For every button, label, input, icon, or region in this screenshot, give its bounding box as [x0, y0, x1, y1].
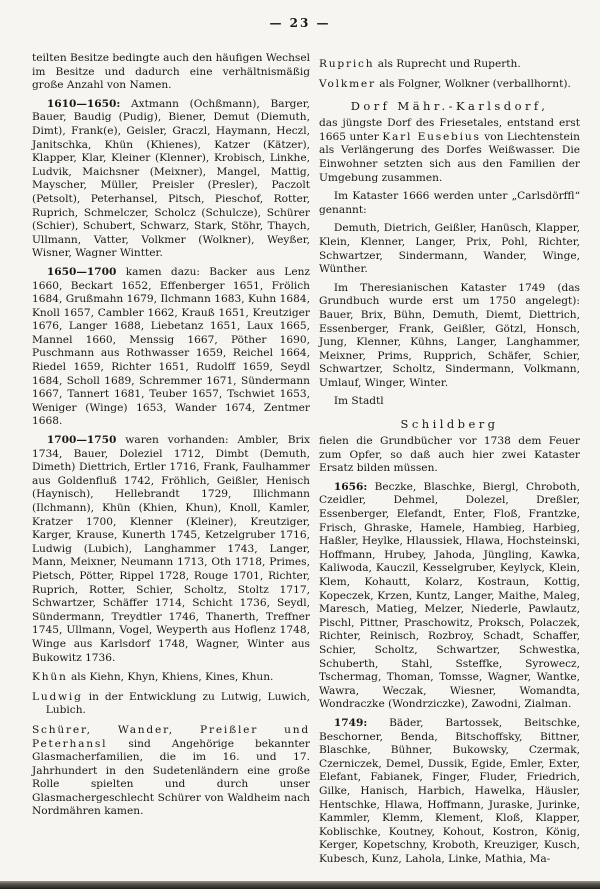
paragraph-names-1666: Demuth, Dietrich, Geißler, Hanüsch, Klapper, Klein, Klenner, Langer, Prix, Pohl, Richter, Schwartzer, Sindermann, Wander, Winge, Wünther. [319, 222, 580, 276]
period-label: 1610—1650: [46, 97, 121, 110]
entry-period-1700-1750 [32, 434, 310, 665]
name-note-ruprich [319, 58, 580, 72]
name-note-schuerer [32, 724, 310, 819]
name-note-text: als Folgner, Wolkner (verballhornt). [375, 77, 571, 90]
period-names: Beczke, Blaschke, Biergl, Chroboth, Czeidler, Dehmel, Dolezel, Dreßler, Essenberger, Elefandt, Enter, Floß, Frantzke, Frisch, Ghraske, Hamele, Hambieg, Harbieg, Haßler, Heylke, Hlaussiek, Hlawa, Hochsteinski, Hoffmann, Hrubey, Jahoda, Jüngling, Kawka, Kaliwoda, Kauczil, Kesselgruber, Keylyck, Klein, Klem, Kohautt, Kolarz, Kostraun, Kottig, Kopeczek, Krzen, Kuntz, Langer, Maithe, Maleg, Maresch, Matieg, Melzer, Niederle, Pawlautz, Pischl, Pittner, Praschowitz, Proksch, Polaczek, Richter, Reinisch, Rozbroy, Schadt, Schaffer, Schier, Scholtz, Schwartzer, Schwestka, Schuberth, Stahl, Ssteffke, Syrowecz, Tschermag, Thoman, Tomsse, Wagner, Wantke, Wawra, Weczak, Wiesner, Womandta, Wondraczke (Wondrziczke), Zawodni, Zialman. [319, 480, 580, 711]
name-note-headword: Khün [32, 671, 68, 684]
paragraph-karlsdorf [319, 117, 580, 185]
paragraph-intro: teilten Besitze bedingte auch den häufigen Wechsel im Besitze und dadurch eine verhältnismäßig große Anzahl von Namen. [32, 52, 311, 92]
period-label: 1650—1700 [46, 265, 117, 278]
name-note-ludwig [32, 691, 310, 718]
karlsdorf-text-after: von Liechtenstein als Verlängerung des Dorfes Weißwasser. Die Einwohner setzten sich aus den Familien der Umgebung zusammen. [319, 130, 580, 184]
name-note-headword: Ruprich [319, 58, 375, 70]
scan-bottom-edge [0, 881, 600, 889]
name-note-text: als Kiehn, Khyn, Khiens, Kines, Khun. [67, 671, 274, 684]
name-note-text: als Ruprecht und Ruperth. [374, 58, 521, 70]
person-name-karl-eusebius: Karl Eusebius [382, 130, 481, 143]
entry-period-1610-1650 [32, 98, 310, 261]
period-names: kamen dazu: Backer aus Lenz 1660, Beckart 1652, Effenberger 1651, Frölich 1684, Grußmahn 1679, Ilchmann 1683, Kuhn 1684, Knoll 1657, Cambler 1662, Krauß 1651, Kreutziger 1676, Langer 1688, Liebetanz 1651, Laux 1665, Mannel 1660, Menssig 1667, Pöther 1690, Puschmann aus Rothwasser 1659, Reichel 1664, Riedel 1659, Richter 1651, Rudolff 1659, Seydl 1684, Scholl 1689, Schremmer 1671, Sündermann 1667, Tannert 1681, Teuber 1657, Tschwiet 1653, Weniger (Winge) 1653, Wander 1674, Zentmer 1668. [32, 265, 310, 428]
period-names: Axtmann (Ochßmann), Barger, Bauer, Baudig (Pudig), Biener, Demut (Diemuth, Dimt), Frank(e), Geisler, Graczl, Haymann, Heczl, Janitschka, Khün (Khienes), Katzer (Kätzer), Klapper, Klar, Kleiner (Klenner), Krobisch, Linkhe, Ludvik, Maichsner (Meixner), Mangel, Mattig, Mayscher, Müller, Preisler (Presler), Paczolt (Petsolt), Peterhansel, Pitsch, Pieschof, Rotter, Ruprich, Schmelczer, Scholcz (Schulcze), Schürer (Schier), Schubert, Schwarz, Stark, Stöhr, Thaych, Ullmann, Vatter, Volkmer (Wolkner), Weyßer, Wisner, Wagner Wintter. [32, 97, 310, 260]
name-note-text: in der Entwicklung zu Lutwig, Luwich, Lubich. [45, 690, 310, 717]
page-number: — 23 — [269, 16, 331, 30]
name-note-headword: Ludwig [32, 690, 83, 703]
name-note-volkmer [319, 78, 580, 92]
name-note-headword: Volkmer [319, 77, 376, 90]
entry-period-1749 [319, 717, 580, 867]
two-column-text [0, 52, 600, 871]
period-names: Bäder, Bartossek, Beitschke, Beschorner, Benda, Bitschoffsky, Bittner, Blaschke, Bühner, Bukowsky, Czermak, Czerniczek, Demel, Dussik, Egide, Emler, Exter, Elefant, Fabianek, Finger, Fluder, Friedrich, Gilke, Hanisch, Harbich, Hawelka, Häusler, Hentschke, Hlawa, Hoffmann, Juraske, Jurinke, Kammler, Klemm, Klement, Kloß, Klapper, Koblischke, Koutney, Kohout, Kostron, König, Kerger, Kopetschny, Kroboth, Kreuziger, Kusch, Kubesch, Kunz, Lahola, Linke, Mathia, Ma- [319, 716, 580, 865]
paragraph-kataster-1666: Im Kataster 1666 werden unter „Carlsdörffl“ genannt: [319, 190, 580, 216]
name-note-text: sind Angehörige bekannter Glasmacherfamilien, die im 16. und 17. Jahrhundert in den Sudetenländern eine große Rolle spielten und durch unser Glasmachergeschlecht Schürer von Waldheim nach Nordmähren kamen. [32, 737, 310, 818]
left-column [32, 52, 310, 871]
right-column [319, 52, 580, 871]
period-names: waren vorhanden: Ambler, Brix 1734, Bauer, Doleziel 1712, Dimbt (Demuth, Dimeth) Diettrich, Ertler 1716, Frank, Faulhammer aus Goldenfluß 1742, Fröhlich, Geißler, Henisch (Haynisch), Hellebrandt 1729, Illichmann (Ilchmann), Khün (Khien, Khun), Knoll, Kamler, Kratzer 1700, Klenner (Kleiner), Kreutziger, Karger, Krause, Kunerth 1745, Ketzelgruber 1716, Ludwig (Lubich), Langhammer 1743, Langer, Mann, Meixner, Neumann 1713, Oth 1718, Primes, Pietsch, Pötter, Rippel 1728, Rouge 1701, Richter, Ruprich, Rotter, Schier, Scholtz, Stoltz 1717, Schwartzer, Schäffer 1714, Schicht 1736, Seydl, Sündermann, Treydtler 1746, Thanerth, Treffner 1745, Ullmann, Vogel, Weyperth aus Hoflenz 1748, Winge aus Karlsdorf 1748, Wagner, Winter aus Bukowitz 1736. [32, 434, 310, 664]
name-note-khuen [32, 671, 310, 685]
section-heading-schildberg: Schildberg [400, 417, 499, 432]
period-label: 1656: [333, 480, 368, 493]
period-label: 1700—1750 [46, 434, 117, 447]
paragraph-schildberg: fielen die Grundbücher vor 1738 dem Feuer zum Opfer, so daß auch hier zwei Kataster Ersatz bilden müssen. [319, 435, 580, 475]
paragraph-theresian-kataster: Im Theresianischen Kataster 1749 (das Grundbuch wurde erst um 1750 angelegt): Bauer, Brix, Bühn, Demuth, Diemt, Diettrich, Essenberger, Frank, Geißler, Götzl, Honsch, Jung, Klenner, Kühns, Langer, Langhammer, Meixner, Prims, Rupprich, Schäfer, Schier, Schwartzer, Scholtz, Sindermann, Volkmann, Umlauf, Winger, Winter. [319, 281, 580, 389]
section-heading-karlsdorf: Dorf Mähr.-Karlsdorf, [350, 99, 549, 114]
paragraph-im-stadtl: Im Stadtl [333, 395, 384, 408]
entry-period-1650-1700 [32, 266, 310, 429]
karlsdorf-text-before: das jüngste Dorf des Friesetales, entstand erst 1665 unter [319, 117, 580, 143]
entry-period-1656 [319, 481, 580, 712]
period-label: 1749: [333, 716, 368, 729]
name-note-headword: Schürer, Wander, Preißler und Peterhansl [32, 723, 310, 750]
